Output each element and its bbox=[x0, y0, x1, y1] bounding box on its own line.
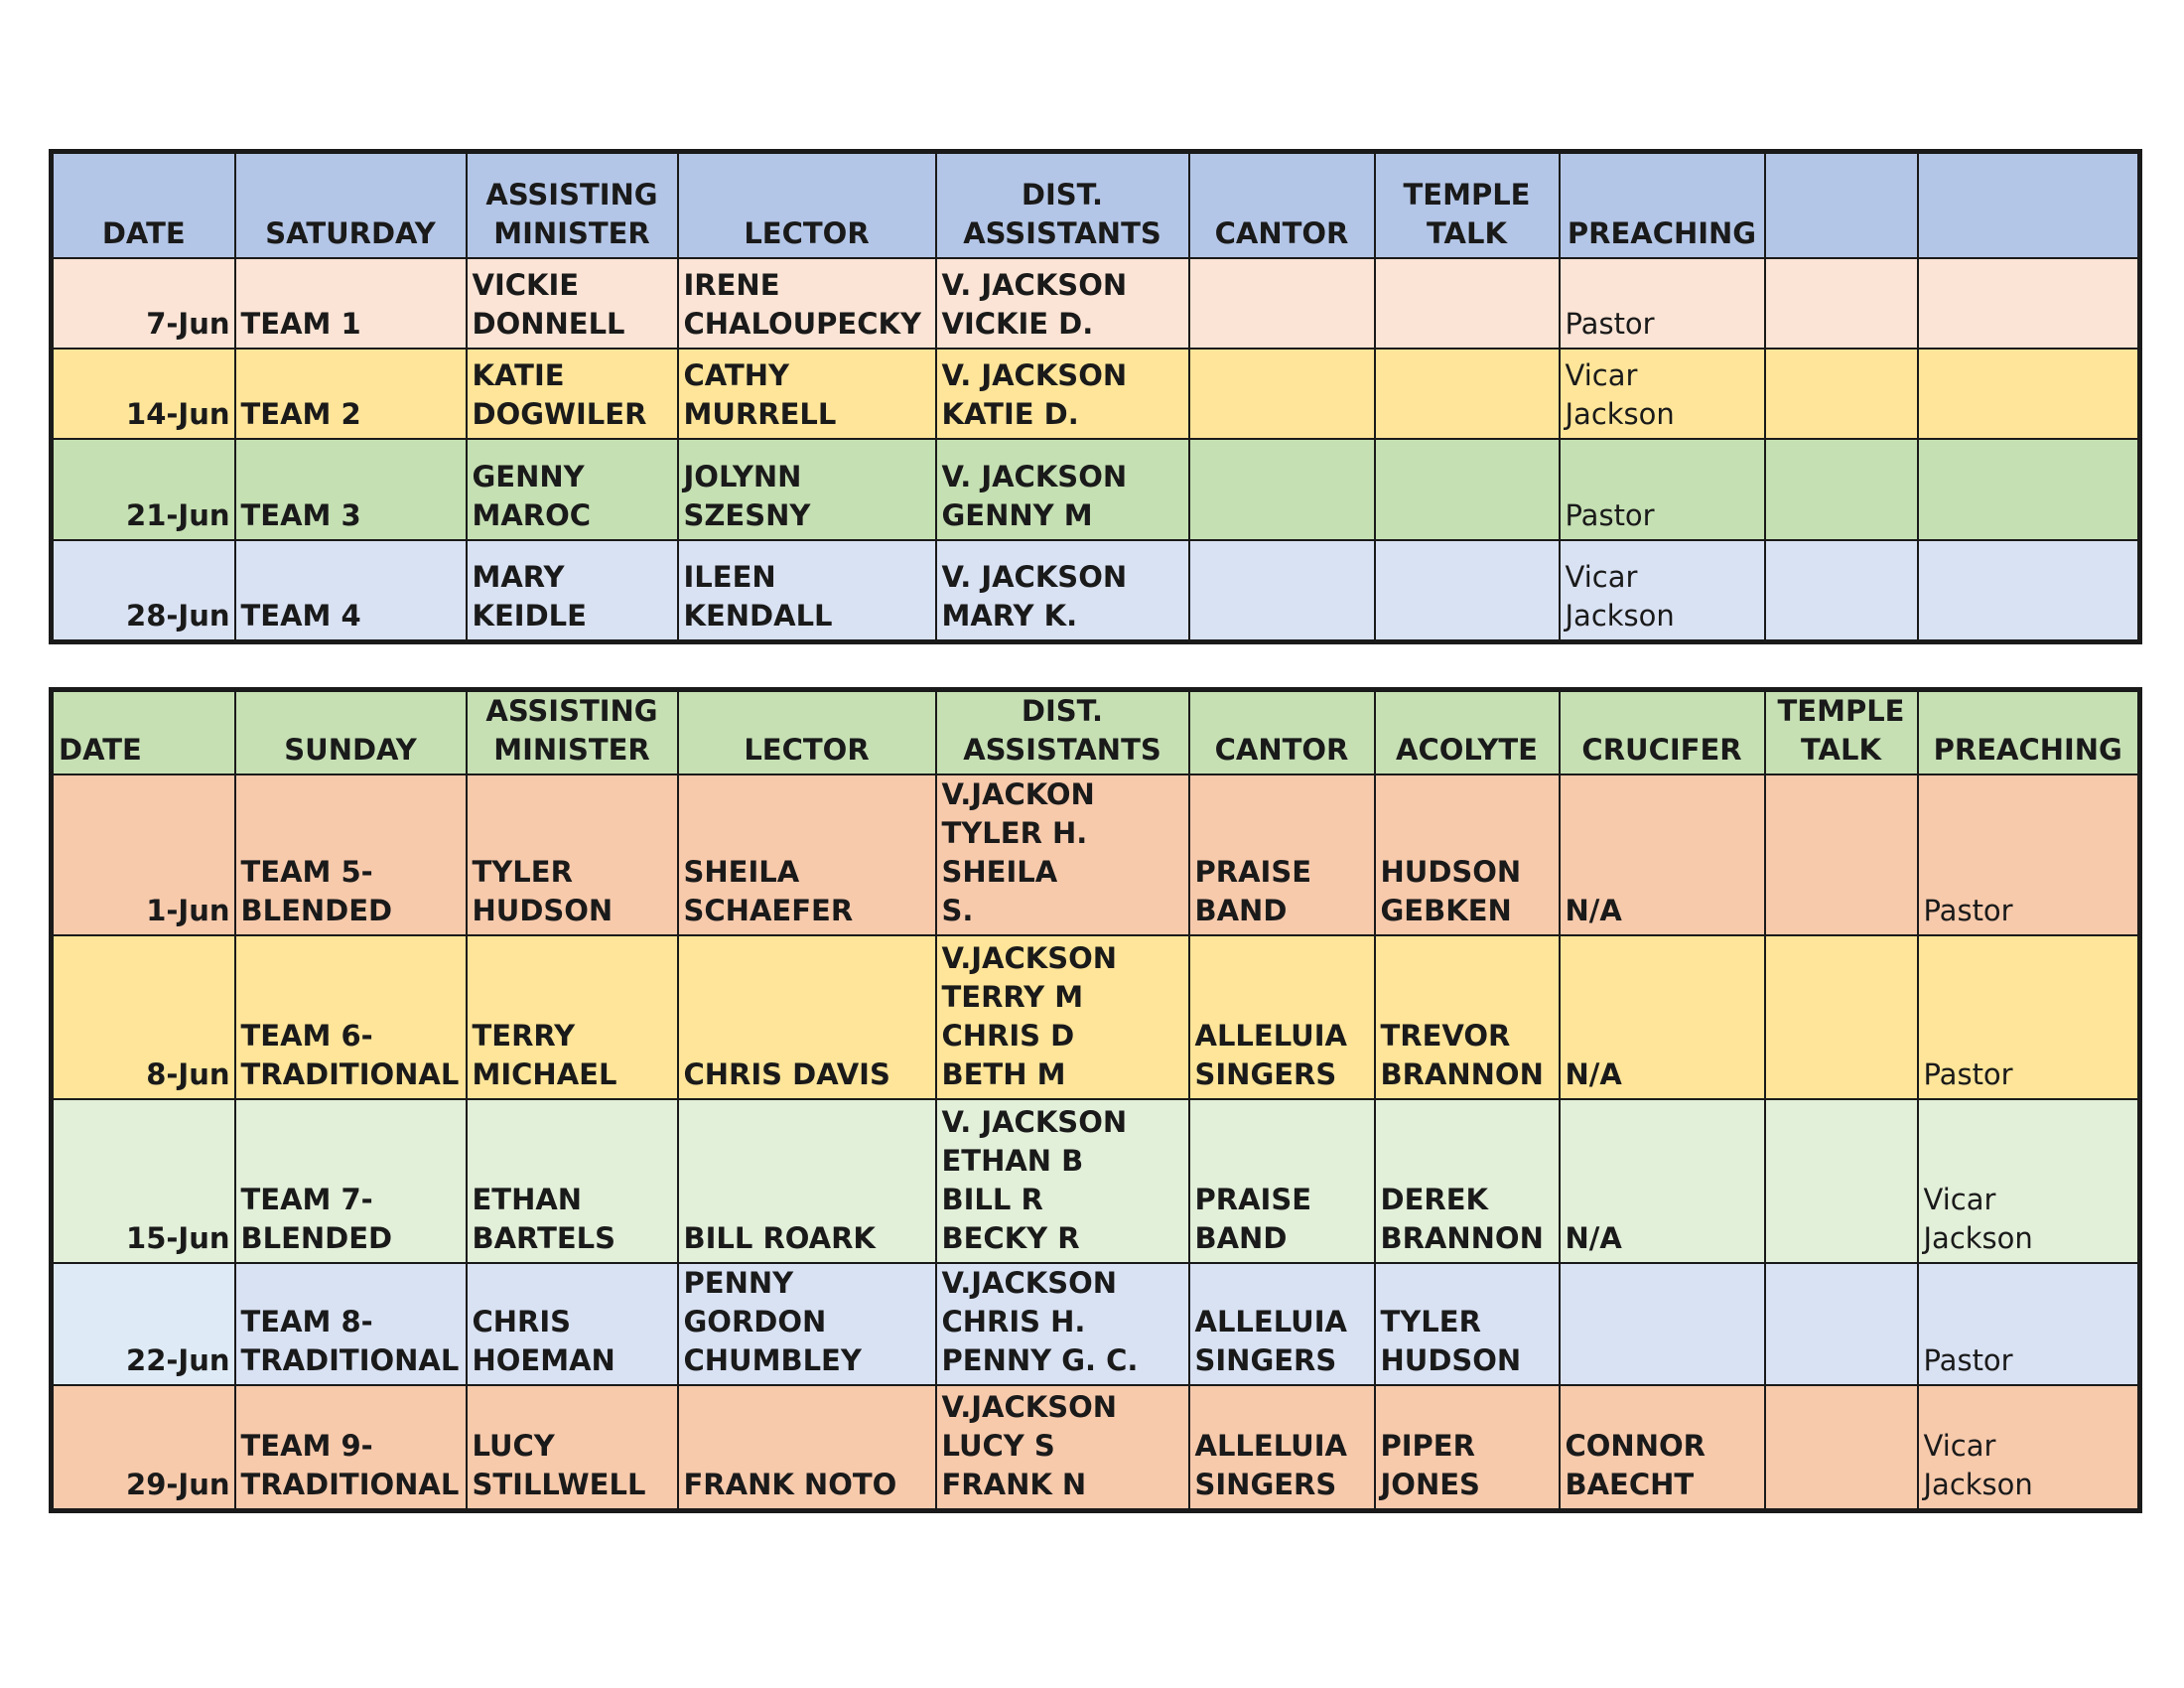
assisting-minister-cell: ETHAN BARTELS bbox=[467, 1099, 678, 1263]
dist-assistants-cell: V. JACKSON KATIE D. bbox=[936, 349, 1189, 439]
saturday-schedule-table bbox=[49, 149, 2142, 644]
acolyte-cell: TREVOR BRANNON bbox=[1375, 935, 1560, 1099]
dist-assistants-cell: V. JACKSON MARY K. bbox=[936, 540, 1189, 642]
team-cell: TEAM 2 bbox=[235, 349, 467, 439]
lector-cell: CATHY MURRELL bbox=[678, 349, 936, 439]
assisting-minister-cell: KATIE DOGWILER bbox=[467, 349, 678, 439]
team-cell: TEAM 4 bbox=[235, 540, 467, 642]
blank-cell bbox=[1918, 349, 2140, 439]
date-cell: 29-Jun bbox=[52, 1385, 235, 1511]
temple-talk-cell bbox=[1765, 774, 1918, 935]
assisting-minister-cell: VICKIE DONNELL bbox=[467, 258, 678, 349]
header-assisting-minister: ASSISTING MINISTER bbox=[467, 690, 678, 775]
sunday-header-row bbox=[52, 690, 2140, 775]
cantor-cell: ALLELUIA SINGERS bbox=[1189, 1385, 1375, 1511]
temple-talk-cell bbox=[1765, 1385, 1918, 1511]
lector-cell: SHEILA SCHAEFER bbox=[678, 774, 936, 935]
cantor-cell bbox=[1189, 349, 1375, 439]
lector-cell: BILL ROARK bbox=[678, 1099, 936, 1263]
lector-cell: IRENE CHALOUPECKY bbox=[678, 258, 936, 349]
lector-cell: PENNY GORDON CHUMBLEY bbox=[678, 1263, 936, 1385]
table-row bbox=[52, 1099, 2140, 1263]
cantor-cell: PRAISE BAND bbox=[1189, 774, 1375, 935]
saturday-header-row bbox=[52, 152, 2140, 259]
preaching-cell: Pastor bbox=[1918, 774, 2140, 935]
date-cell: 7-Jun bbox=[52, 258, 235, 349]
date-cell: 1-Jun bbox=[52, 774, 235, 935]
date-cell: 15-Jun bbox=[52, 1099, 235, 1263]
header-crucifer: CRUCIFER bbox=[1560, 690, 1765, 775]
table-row bbox=[52, 258, 2140, 349]
temple-talk-cell bbox=[1375, 439, 1560, 540]
crucifer-cell: N/A bbox=[1560, 1099, 1765, 1263]
header-blank-2 bbox=[1918, 152, 2140, 259]
lector-cell: FRANK NOTO bbox=[678, 1385, 936, 1511]
assisting-minister-cell: MARY KEIDLE bbox=[467, 540, 678, 642]
preaching-cell: Vicar Jackson bbox=[1918, 1099, 2140, 1263]
dist-assistants-cell: V. JACKSON VICKIE D. bbox=[936, 258, 1189, 349]
preaching-cell: Vicar Jackson bbox=[1560, 349, 1765, 439]
date-cell: 21-Jun bbox=[52, 439, 235, 540]
blank-cell bbox=[1765, 349, 1918, 439]
team-cell: TEAM 7- BLENDED bbox=[235, 1099, 467, 1263]
temple-talk-cell bbox=[1765, 1263, 1918, 1385]
assisting-minister-cell: TYLER HUDSON bbox=[467, 774, 678, 935]
date-cell: 28-Jun bbox=[52, 540, 235, 642]
team-cell: TEAM 6- TRADITIONAL bbox=[235, 935, 467, 1099]
temple-talk-cell bbox=[1375, 349, 1560, 439]
header-cantor: CANTOR bbox=[1189, 690, 1375, 775]
preaching-cell: Pastor bbox=[1918, 1263, 2140, 1385]
temple-talk-cell bbox=[1375, 258, 1560, 349]
assisting-minister-cell: GENNY MAROC bbox=[467, 439, 678, 540]
acolyte-cell: TYLER HUDSON bbox=[1375, 1263, 1560, 1385]
blank-cell bbox=[1765, 258, 1918, 349]
date-cell: 8-Jun bbox=[52, 935, 235, 1099]
header-temple-talk: TEMPLE TALK bbox=[1765, 690, 1918, 775]
preaching-cell: Vicar Jackson bbox=[1918, 1385, 2140, 1511]
table-row bbox=[52, 349, 2140, 439]
crucifer-cell: CONNOR BAECHT bbox=[1560, 1385, 1765, 1511]
date-cell: 22-Jun bbox=[52, 1263, 235, 1385]
header-date: DATE bbox=[52, 690, 235, 775]
lector-cell: ILEEN KENDALL bbox=[678, 540, 936, 642]
header-lector: LECTOR bbox=[678, 152, 936, 259]
header-saturday: SATURDAY bbox=[235, 152, 467, 259]
header-cantor: CANTOR bbox=[1189, 152, 1375, 259]
blank-cell bbox=[1765, 439, 1918, 540]
date-cell: 14-Jun bbox=[52, 349, 235, 439]
header-assisting-minister: ASSISTING MINISTER bbox=[467, 152, 678, 259]
dist-assistants-cell: V. JACKSON GENNY M bbox=[936, 439, 1189, 540]
cantor-cell: PRAISE BAND bbox=[1189, 1099, 1375, 1263]
table-row bbox=[52, 1385, 2140, 1511]
dist-assistants-cell: V.JACKON TYLER H. SHEILA S. bbox=[936, 774, 1189, 935]
table-row bbox=[52, 935, 2140, 1099]
acolyte-cell: HUDSON GEBKEN bbox=[1375, 774, 1560, 935]
team-cell: TEAM 8- TRADITIONAL bbox=[235, 1263, 467, 1385]
cantor-cell bbox=[1189, 258, 1375, 349]
dist-assistants-cell: V. JACKSON ETHAN B BILL R BECKY R bbox=[936, 1099, 1189, 1263]
table-row bbox=[52, 439, 2140, 540]
acolyte-cell: DEREK BRANNON bbox=[1375, 1099, 1560, 1263]
sunday-schedule-table bbox=[49, 687, 2142, 1513]
blank-cell bbox=[1918, 439, 2140, 540]
header-dist-assistants: DIST. ASSISTANTS bbox=[936, 152, 1189, 259]
lector-cell: JOLYNN SZESNY bbox=[678, 439, 936, 540]
temple-talk-cell bbox=[1765, 935, 1918, 1099]
acolyte-cell: PIPER JONES bbox=[1375, 1385, 1560, 1511]
dist-assistants-cell: V.JACKSON LUCY S FRANK N bbox=[936, 1385, 1189, 1511]
crucifer-cell: N/A bbox=[1560, 774, 1765, 935]
team-cell: TEAM 5- BLENDED bbox=[235, 774, 467, 935]
blank-cell bbox=[1918, 258, 2140, 349]
crucifer-cell: N/A bbox=[1560, 935, 1765, 1099]
preaching-cell: Pastor bbox=[1918, 935, 2140, 1099]
dist-assistants-cell: V.JACKSON CHRIS H. PENNY G. C. bbox=[936, 1263, 1189, 1385]
preaching-cell: Vicar Jackson bbox=[1560, 540, 1765, 642]
assisting-minister-cell: LUCY STILLWELL bbox=[467, 1385, 678, 1511]
team-cell: TEAM 1 bbox=[235, 258, 467, 349]
header-lector: LECTOR bbox=[678, 690, 936, 775]
cantor-cell: ALLELUIA SINGERS bbox=[1189, 1263, 1375, 1385]
header-preaching: PREACHING bbox=[1560, 152, 1765, 259]
team-cell: TEAM 9- TRADITIONAL bbox=[235, 1385, 467, 1511]
header-dist-assistants: DIST. ASSISTANTS bbox=[936, 690, 1189, 775]
team-cell: TEAM 3 bbox=[235, 439, 467, 540]
header-temple-talk: TEMPLE TALK bbox=[1375, 152, 1560, 259]
crucifer-cell bbox=[1560, 1263, 1765, 1385]
lector-cell: CHRIS DAVIS bbox=[678, 935, 936, 1099]
header-blank-1 bbox=[1765, 152, 1918, 259]
cantor-cell bbox=[1189, 540, 1375, 642]
table-row bbox=[52, 540, 2140, 642]
blank-cell bbox=[1765, 540, 1918, 642]
blank-cell bbox=[1918, 540, 2140, 642]
cantor-cell bbox=[1189, 439, 1375, 540]
table-row bbox=[52, 1263, 2140, 1385]
temple-talk-cell bbox=[1375, 540, 1560, 642]
header-date: DATE bbox=[52, 152, 235, 259]
cantor-cell: ALLELUIA SINGERS bbox=[1189, 935, 1375, 1099]
table-row bbox=[52, 774, 2140, 935]
assisting-minister-cell: TERRY MICHAEL bbox=[467, 935, 678, 1099]
assisting-minister-cell: CHRIS HOEMAN bbox=[467, 1263, 678, 1385]
header-preaching: PREACHING bbox=[1918, 690, 2140, 775]
preaching-cell: Pastor bbox=[1560, 439, 1765, 540]
dist-assistants-cell: V.JACKSON TERRY M CHRIS D BETH M bbox=[936, 935, 1189, 1099]
preaching-cell: Pastor bbox=[1560, 258, 1765, 349]
temple-talk-cell bbox=[1765, 1099, 1918, 1263]
header-acolyte: ACOLYTE bbox=[1375, 690, 1560, 775]
header-sunday: SUNDAY bbox=[235, 690, 467, 775]
